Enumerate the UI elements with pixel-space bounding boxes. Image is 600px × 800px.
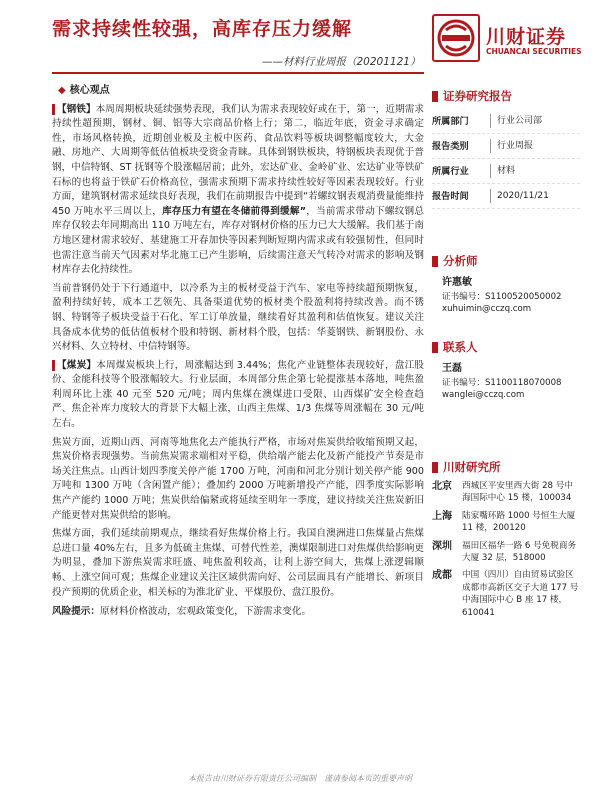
header-divider (52, 72, 424, 74)
analyst-heading: 分析师 (432, 255, 580, 268)
steel-recommendation-paragraph: 当前普钢仍处于下行通道中，以冷系为主的板材受益于汽车、家电等持续超预期恢复，盈利持续好转，成本工艺领先、具备渠道优势的板材类个股盈利将持续改善。而不锈钢、特钢等子板块受益于石化、军工订单放量，继续看好其盈利和估值恢复。建议关注具备成本优势的低估值板材个股和特钢、新材料个股，包括：华菱钢铁、新钢股份、永兴材料、久立特材、中信特钢等。 (52, 282, 424, 353)
contact-name: 王磊 (442, 363, 462, 374)
report-title: 需求持续性较强，高库存压力缓解 (52, 18, 353, 40)
company-logo-icon (432, 14, 480, 62)
sidebar (432, 82, 580, 624)
info-row: 所属行业 材料 (432, 159, 580, 184)
company-name-en: CHUANCAI SECURITIES (486, 47, 582, 56)
coal-tag: 【煤炭】 (52, 360, 96, 371)
main-content (52, 82, 424, 624)
contact-cert: 证书编号：S1100118070008 (442, 378, 562, 388)
info-row: 报告时间 2020/11/21 (432, 184, 580, 209)
coke-paragraph: 焦炭方面，近期山西、河南等地焦化去产能执行严格，市场对焦炭供给收缩预期又起，焦炭价格表现强势。当前焦炭需求端相对平稳，供给端产能去化及新产能投产节奏是市场关注焦点。山西计划四季度关停产能 1700 万吨，河南和河北分别计划关停产能 900 万吨和 1300 万吨（含闲置产能）；叠加约 2000 万吨新增投产产能，四季度实际影响焦产产能约 1000 万吨；焦炭供给偏紧或将延续至明年一季度，建议持续关注焦炭新旧产能更替对焦炭供给的影响。 (52, 436, 424, 521)
analyst-name: 许惠敏 (442, 277, 472, 288)
analyst-cert: 证书编号：S1100520050002 (442, 292, 562, 302)
contact-card (442, 362, 580, 401)
contact-heading: 联系人 (432, 341, 580, 354)
page-footer: 本报告由川财证券有限责任公司编制 谨请参阅本页的重要声明 (188, 774, 412, 783)
section-marker-icon (432, 462, 438, 473)
diamond-bullet-icon: ◆ (58, 85, 66, 96)
research-institute-heading: 川财研究所 (432, 461, 580, 474)
section-marker-icon (432, 256, 438, 267)
contact-email[interactable]: wanglei@cczq.com (442, 390, 525, 400)
analyst-card (442, 276, 580, 315)
office-address: 深圳 福田区福华一路 6 号免税商务大厦 32 层，518000 (432, 540, 577, 564)
steel-paragraph: 【钢铁】本周周期板块延续强势表现，我们认为需求表现较好或在于，第一，近期需求持续性超预期，钢材、铜、铝等大宗商品价格上行；第二，临近年底，资金寻求确定性，市场风格转换，近期创业板及主板中医药、食品饮料等板块调整幅度较大，大金融、房地产、大周期等低估值板块受资金青睐。具体到钢铁板块，特钢板块表现优于普钢，中信特钢、ST 抚钢等个股涨幅居前；此外，宏达矿业、金岭矿业、宏达矿业等铁矿石标的也将益于铁矿石价格高位，强需求预期下需求持续性较好等因素表现较好。行业方面，建筑钢材需求延续良好表现，我们在前期报告中提到“若螺纹钢表观消费量能维持 450 万吨水平三周以上，库存压力有望在冬储前得到缓解”，当前需求带动下螺纹钢总库存仅较去年同期高出 110 万吨左右，库存对钢材价格的压力已大大缓解。我们基于南方地区建材需求较好、基建施工开春加快等因素判断短期内需求或有较强韧性，但同时也需注意当前天气因素对华北施工已产生影响，后续需注意天气转冷对需求的影响及钢材库存去化持续性。 (52, 103, 425, 276)
office-address: 成都 中国（四川）自由贸易试验区成都市高新区交子大道 177 号中海国际中心 B 座 17 楼，610041 (432, 570, 579, 618)
section-marker-icon (432, 91, 438, 102)
section-marker-icon (432, 342, 438, 353)
core-views-heading: ◆ 核心观点 (58, 85, 110, 96)
office-address: 北京 西城区平安里西大街 28 号中海国际中心 15 楼，100034 (432, 481, 573, 504)
coal-paragraph: 【煤炭】本周煤炭板块上行，周涨幅达到 3.44%；焦化产业链整体表现较好，盘江股份、金能科技等个股涨幅较大。行业层面，本周部分焦企第七轮提涨基本落地，吨焦盈利周环比上涨 40 元至 520 元/吨；周内焦煤在澳煤进口受限、山西煤矿安全检查趋严、焦企补库力度较大的背景下大幅上涨，山西主焦煤、1/3 焦煤等周涨幅在 30 元/吨左右。 (52, 359, 424, 430)
report-header (0, 0, 600, 78)
report-subtitle: ——材料行业周报（20201121） (262, 56, 421, 68)
company-name-cn: 川财证券 (486, 26, 567, 48)
coking-coal-paragraph: 焦煤方面，我们延续前期观点，继续看好焦煤价格上行。我国自澳洲进口焦煤量占焦煤总进口量 40%左右，且多为低硫主焦煤、可替代性差，澳煤限制进口对焦煤供给影响更为明显，叠加下游焦炭需求旺盛、吨焦盈利较高，让利上游空间大，焦煤上涨逻辑顺畅、上涨空间可观；焦煤企业建议关注区域供需向好、公司层面具有产能增长、新项目投产预期的优质企业，相关标的为淮北矿业、平煤股份、盘江股份。 (52, 528, 424, 598)
analyst-email[interactable]: xuhuimin@cczq.com (442, 304, 532, 314)
risk-warning: 风险提示：原材料价格波动，宏观政策变化，下游需求变化。 (52, 606, 312, 618)
info-row: 所属部门 行业公司部 (432, 109, 580, 134)
report-info-heading: 证券研究报告 (432, 90, 580, 103)
office-address: 上海 陆家嘴环路 1000 号恒生大厦 11 楼，200120 (432, 510, 576, 534)
info-row: 报告类别 行业周报 (432, 134, 580, 159)
steel-tag: 【钢铁】 (52, 104, 96, 115)
